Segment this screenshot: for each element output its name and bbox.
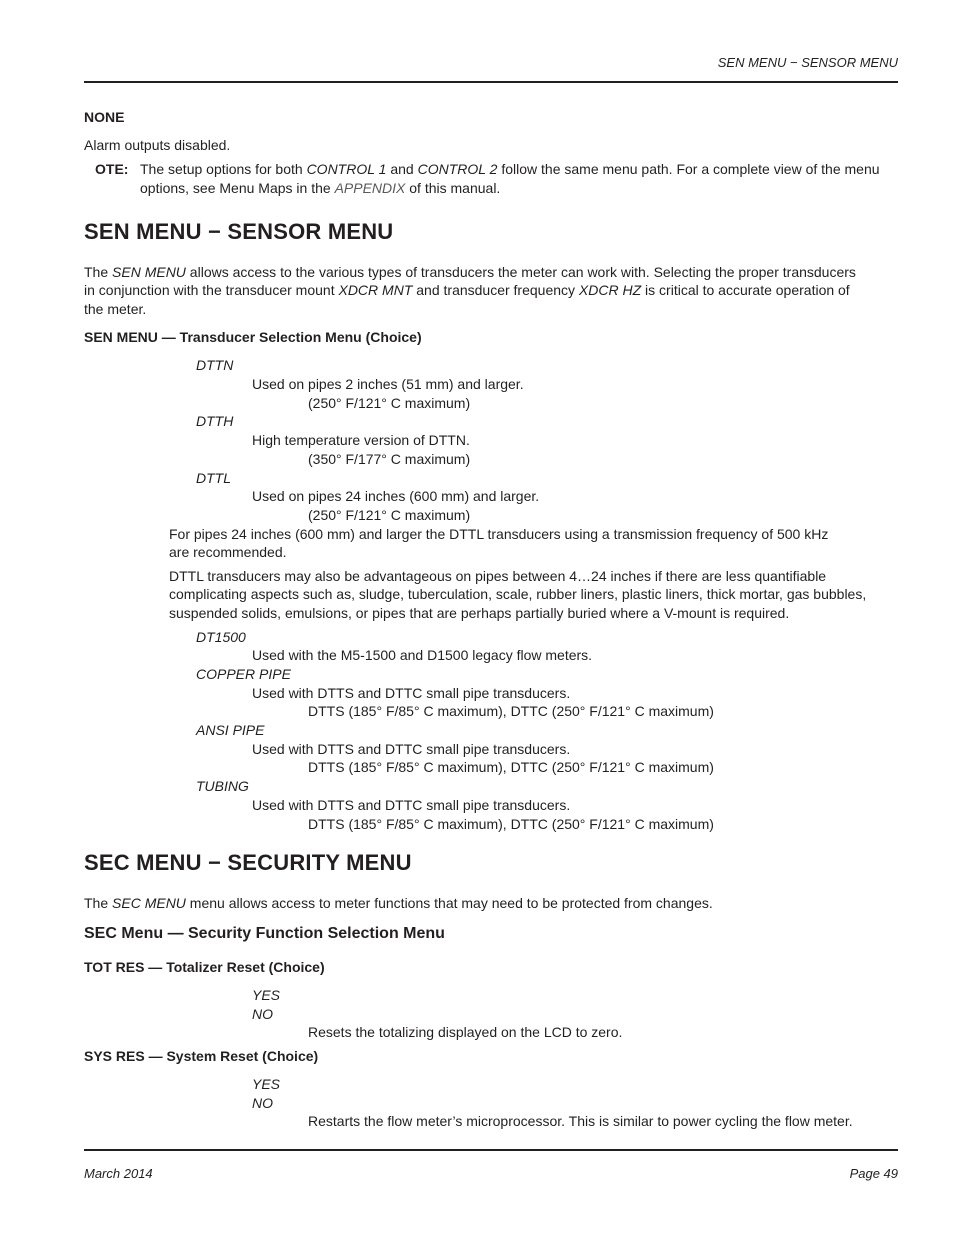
option-dt1500-desc: Used with the M5-1500 and D1500 legacy flow meters. [252,647,593,663]
dttl-para-2-line-2: complicating aspects such as, sludge, tuberculation, scale, rubber liners, plastic liners, thick mortar, gas bubbles, [169,586,867,602]
dttl-para-2-line-1: DTTL transducers may also be advantageous on pipes between 4…24 inches if there are less quantifiable [169,568,827,584]
sysres-desc: Restarts the flow meter’s microprocessor. This is similar to power cycling the flow meter. [308,1113,853,1129]
option-dttn-temp: (250° F/121° C maximum) [308,395,471,411]
footer-rule [84,1149,898,1151]
option-copper-pipe: COPPER PIPE [196,666,291,682]
option-dtth-temp: (350° F/177° C maximum) [308,451,471,467]
option-dttl-desc: Used on pipes 24 inches (600 mm) and larger. [252,488,540,504]
totres-option-yes: YES [252,987,281,1003]
note-line-2: options, see Menu Maps in the APPENDIX of this manual. [140,180,501,196]
note-line-1: The setup options for both CONTROL 1 and CONTROL 2 follow the same menu path. For a complete view of the menu [140,161,880,177]
dttl-para-2-line-3: suspended solids, emulsions, or pipes that are perhaps partially buried where a V-mount is required. [169,605,790,621]
sysres-option-yes: YES [252,1076,281,1092]
none-text: Alarm outputs disabled. [84,137,231,153]
option-dtth-desc: High temperature version of DTTN. [252,432,470,448]
totres-desc: Resets the totalizing displayed on the LCD to zero. [308,1024,623,1040]
totres-option-no: NO [252,1006,273,1022]
header-rule [84,81,898,83]
option-dttl: DTTL [196,470,231,486]
sen-intro-line-2: in conjunction with the transducer mount XDCR MNT and transducer frequency XDCR HZ is critical to accurate operation of [84,282,850,298]
sysres-option-no: NO [252,1095,273,1111]
none-heading: NONE [84,109,125,125]
sen-menu-title: SEN MENU − SENSOR MENU [84,219,394,244]
totres-heading: TOT RES — Totalizer Reset (Choice) [84,959,325,975]
option-ansi-pipe-desc: Used with DTTS and DTTC small pipe transducers. [252,741,571,757]
sec-subheading: SEC Menu — Security Function Selection Menu [84,925,445,942]
option-tubing-desc: Used with DTTS and DTTC small pipe transducers. [252,797,571,813]
footer-date: March 2014 [84,1166,153,1181]
option-dttn-desc: Used on pipes 2 inches (51 mm) and larger. [252,376,524,392]
sec-menu-title: SEC MENU − SECURITY MENU [84,850,412,875]
option-dt1500: DT1500 [196,629,246,645]
sen-subheading: SEN MENU — Transducer Selection Menu (Choice) [84,329,422,345]
sen-intro-line-3: the meter. [84,301,147,317]
footer-page-number: Page 49 [849,1166,898,1181]
sec-intro: The SEC MENU menu allows access to meter functions that may need to be protected from changes. [84,895,713,911]
option-copper-pipe-temp: DTTS (185° F/85° C maximum), DTTC (250° F/121° C maximum) [308,703,714,719]
option-tubing-temp: DTTS (185° F/85° C maximum), DTTC (250° F/121° C maximum) [308,816,714,832]
option-dttn: DTTN [196,357,234,373]
sysres-heading: SYS RES — System Reset (Choice) [84,1048,319,1064]
option-dtth: DTTH [196,413,234,429]
option-dttl-temp: (250° F/121° C maximum) [308,507,471,523]
option-tubing: TUBING [196,778,249,794]
sen-intro-line-1: The SEN MENU allows access to the various types of transducers the meter can work with. Selecting the proper transducers [84,264,856,280]
option-ansi-pipe: ANSI PIPE [196,722,265,738]
note-label: OTE: [95,161,129,177]
dttl-para-1-line-1: For pipes 24 inches (600 mm) and larger the DTTL transducers using a transmission frequency of 500 kHz [169,526,829,542]
dttl-para-1-line-2: are recommended. [169,544,287,560]
option-copper-pipe-desc: Used with DTTS and DTTC small pipe transducers. [252,685,571,701]
running-header: SEN MENU − SENSOR MENU [717,55,898,70]
appendix-link[interactable]: APPENDIX [334,180,406,196]
option-ansi-pipe-temp: DTTS (185° F/85° C maximum), DTTC (250° F/121° C maximum) [308,759,714,775]
